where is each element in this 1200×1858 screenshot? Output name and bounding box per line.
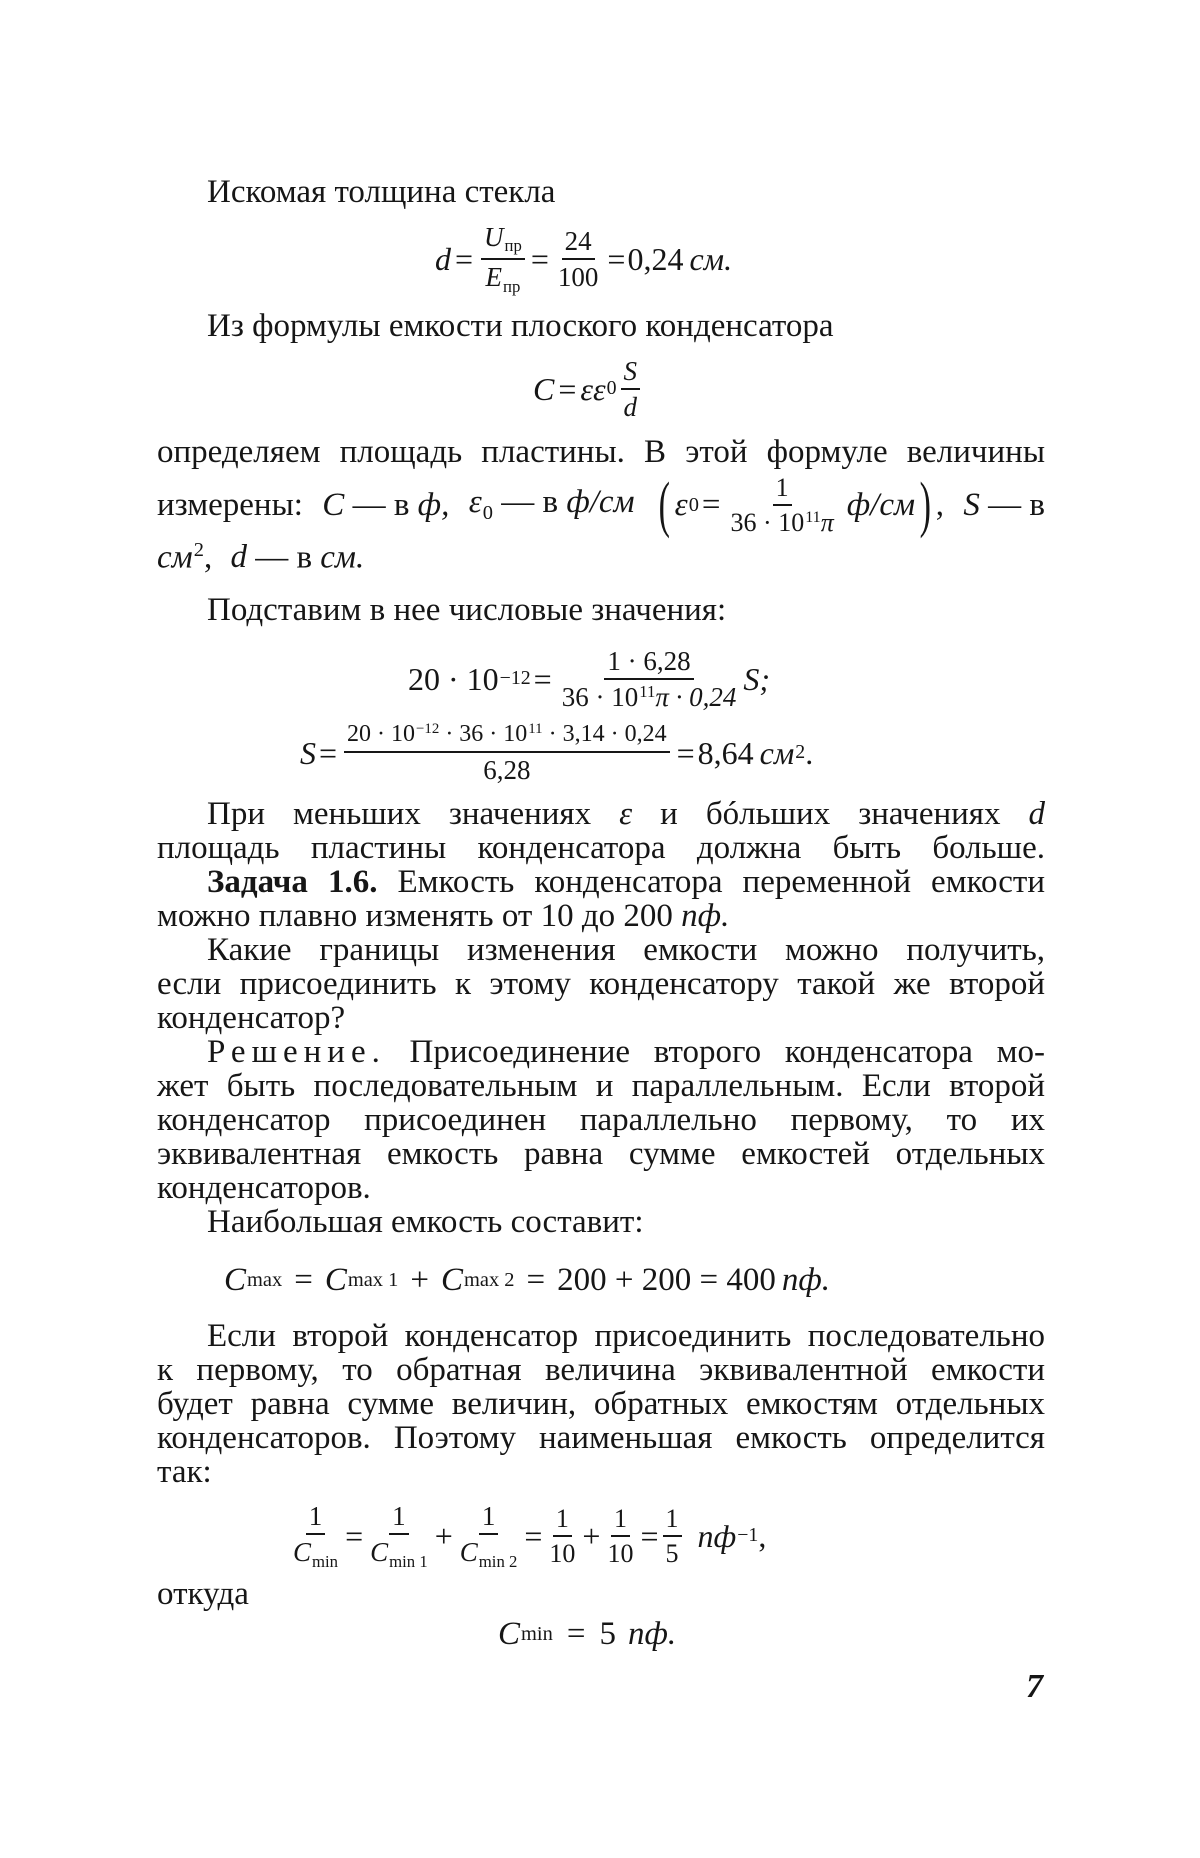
eq6-d2-sub: min 1 xyxy=(389,1551,428,1571)
units-text-line-1: определяем площадь пластины. В этой формуле величины xyxy=(157,434,1045,470)
eq6-d4: 10 xyxy=(549,1539,576,1568)
units-d-in: — в xyxy=(255,539,313,576)
eq5-unit: пф. xyxy=(781,1261,831,1298)
eq4-num-a: 20 · 10 xyxy=(347,721,416,748)
eq6-equals: = xyxy=(345,1518,364,1554)
eq3-num: 1 · 6,28 xyxy=(604,647,693,680)
eq3-equals: = xyxy=(533,661,552,697)
series-line-3: будет равна сумме величин, обратных емкостям отдельных xyxy=(157,1386,1045,1422)
solution-line-5: конденсаторов. xyxy=(157,1170,371,1206)
eq6-equals-2: = xyxy=(524,1518,543,1554)
eq5-c1: C xyxy=(224,1261,247,1298)
units-d: d xyxy=(230,539,247,576)
equation-min-capacitance-reciprocal xyxy=(286,1500,766,1572)
units-text-line-3 xyxy=(157,532,364,575)
eq4-unit-sup: 2 xyxy=(795,741,806,764)
eq6-unit: пф xyxy=(697,1518,737,1554)
units-f-per-cm: ф/см xyxy=(566,484,635,521)
equation-max-capacitance xyxy=(224,1258,830,1302)
units-eps: ε xyxy=(468,484,482,521)
eq4-s: S xyxy=(300,735,316,771)
intro-text-capacitance-formula: Из формулы емкости плоского конденсатора xyxy=(207,308,834,344)
eq1-fraction-u-e xyxy=(481,223,525,296)
units-comma: , xyxy=(935,486,944,523)
units-d-cm: см. xyxy=(320,539,365,576)
eq6-d2: C xyxy=(370,1536,389,1567)
eq2-fraction xyxy=(621,357,641,422)
eq2-s: S xyxy=(621,357,641,390)
solution-text-1: Присоединение второго конденсатора мо- xyxy=(409,1034,1045,1070)
eq5-c2: C xyxy=(324,1261,347,1298)
units-eps0-den-pi: π xyxy=(820,508,834,537)
eq1-fraction-numbers xyxy=(555,227,602,292)
units-eps0-den-sup: 11 xyxy=(805,509,821,527)
eq6-end: , xyxy=(758,1518,767,1554)
question-line-3: конденсатор? xyxy=(157,1000,346,1036)
eq6-d5: 10 xyxy=(607,1539,634,1568)
eq1-e: E xyxy=(485,262,503,292)
eq5-rest: 200 + 200 = 400 xyxy=(557,1261,776,1298)
eq2-equals: = xyxy=(558,371,577,407)
units-comma-2: , xyxy=(203,539,213,576)
units-eps0: ε xyxy=(674,486,688,523)
eq6-d1: C xyxy=(293,1536,312,1567)
eq5-equals: = xyxy=(294,1261,313,1298)
eq3-fraction xyxy=(559,647,740,712)
eq6-frac-2 xyxy=(367,1502,431,1571)
task-label: Задача 1.6. xyxy=(207,864,378,900)
equation-area-result xyxy=(300,720,813,786)
eq4-result: 8,64 xyxy=(697,735,754,771)
task-text-2: можно плавно изменять от 10 до 200 xyxy=(157,898,673,934)
eq6-d1-sub: min xyxy=(312,1551,339,1571)
series-line-4: конденсаторов. Поэтому наименьшая емкость определится xyxy=(157,1420,1045,1456)
eq4-equals-2: = xyxy=(676,735,695,771)
eq1-result: 0,24 xyxy=(627,241,684,277)
eq5-c3-sub: max 2 xyxy=(464,1268,515,1291)
eq3-lhs: 20 · 10 xyxy=(408,661,499,697)
note-d: d xyxy=(1028,796,1045,832)
eq6-frac-1 xyxy=(290,1502,341,1571)
eq4-unit: см xyxy=(759,735,795,771)
eq1-num-24: 24 xyxy=(562,227,595,260)
eq1-equals-3: = xyxy=(607,241,626,277)
eq7-c-sub: min xyxy=(521,1622,553,1645)
eq6-frac-4 xyxy=(546,1505,578,1568)
eq4-fraction xyxy=(344,722,670,784)
eq6-d3: C xyxy=(459,1536,478,1567)
eq5-plus: + xyxy=(410,1261,429,1298)
eq2-eps-sub: 0 xyxy=(606,377,617,400)
solution-line-3: конденсатор присоединен параллельно первому, то их xyxy=(157,1102,1045,1138)
units-cm-sup: 2 xyxy=(193,539,204,561)
eq6-plus: + xyxy=(434,1518,453,1554)
max-capacitance-text: Наибольшая емкость составит: xyxy=(207,1204,644,1240)
units-cm: см xyxy=(157,539,193,576)
equation-thickness xyxy=(435,221,733,296)
eq4-num-b: · 36 · 10 xyxy=(439,721,528,748)
eq1-lhs: d xyxy=(435,241,451,277)
page-number: 7 xyxy=(1026,1668,1043,1705)
eq1-equals-2: = xyxy=(530,241,549,277)
eq5-c1-sub: max xyxy=(247,1268,283,1291)
eq6-n1: 1 xyxy=(306,1502,326,1535)
eq6-equals-3: = xyxy=(640,1518,659,1554)
eq2-d: d xyxy=(623,392,638,422)
eq6-n2: 1 xyxy=(389,1502,409,1535)
note-text-a: При меньших значениях xyxy=(207,796,592,832)
task-line-1 xyxy=(207,864,1045,900)
series-line-1: Если второй конденсатор присоединить последовательно xyxy=(207,1318,1045,1354)
units-measured-label: измерены: xyxy=(157,486,303,523)
series-line-5: так: xyxy=(157,1454,212,1490)
note-text-c: и бóльших значениях xyxy=(660,796,1001,832)
equation-substitution xyxy=(408,646,770,712)
eq4-den: 6,28 xyxy=(483,754,531,785)
units-eps-in: — в xyxy=(501,484,559,521)
note-eps: ε xyxy=(619,796,633,832)
eq6-frac-6 xyxy=(663,1505,682,1568)
note-line-2: площадь пластины конденсатора должна быть больше. xyxy=(157,830,1045,866)
units-f: ф, xyxy=(417,486,450,523)
eq3-den-sup: 11 xyxy=(639,681,656,701)
eq4-end: . xyxy=(805,735,814,771)
units-text-line-2 xyxy=(157,472,1045,538)
eq3-den-a: 36 · 10 xyxy=(561,682,639,713)
eq6-frac-5 xyxy=(604,1505,636,1568)
question-line-1: Какие границы изменения емкости можно получить, xyxy=(207,932,1045,968)
eq4-num-c: · 3,14 · 0,24 xyxy=(542,721,667,748)
eq5-c3: C xyxy=(440,1261,463,1298)
whence-text: откуда xyxy=(157,1576,249,1612)
solution-line-1 xyxy=(207,1034,1045,1070)
units-c: C xyxy=(322,486,345,523)
eq2-eps: εε xyxy=(580,371,606,407)
eq6-n6: 1 xyxy=(663,1505,682,1537)
eq6-n4: 1 xyxy=(553,1505,572,1537)
question-line-2: если присоединить к этому конденсатору такой же второй xyxy=(157,966,1045,1002)
equation-capacitance xyxy=(533,356,644,422)
intro-text-glass-thickness: Искомая толщина стекла xyxy=(207,174,556,210)
eq4-equals: = xyxy=(319,735,338,771)
eq1-den-100: 100 xyxy=(557,262,599,292)
eq1-u-sub: пр xyxy=(504,236,522,256)
task-unit: пф. xyxy=(681,898,730,934)
eq1-unit: см. xyxy=(689,241,733,277)
units-s: S xyxy=(963,486,980,523)
eq7-c: C xyxy=(498,1615,521,1652)
eq3-lhs-sup: −12 xyxy=(499,667,531,690)
solution-line-4: эквивалентная емкость равна сумме емкостей отдельных xyxy=(157,1136,1045,1172)
units-eps0-den-a: 36 · 10 xyxy=(730,508,805,537)
units-eps0-fraction xyxy=(728,474,837,537)
eq6-frac-3 xyxy=(457,1502,521,1571)
eq1-equals: = xyxy=(455,241,474,277)
solution-line-2: жет быть последовательным и параллельным. Если второй xyxy=(157,1068,1045,1104)
eq7-value: 5 xyxy=(599,1615,616,1652)
substitute-values-text: Подставим в нее числовые значения: xyxy=(207,592,727,628)
eq5-c2-sub: max 1 xyxy=(347,1268,399,1291)
units-eps0-definition: ( ε 0 = $\frac{1}{36 \cdot 10^{11}\pi}$ ф/см ) , xyxy=(658,471,944,539)
task-line-2 xyxy=(157,898,729,934)
units-eps0-num: 1 xyxy=(773,474,792,506)
eq4-num-sup1: −12 xyxy=(416,721,440,738)
eq3-den-b: π · 0,24 xyxy=(655,682,737,713)
eq7-unit: пф. xyxy=(627,1615,677,1652)
eq4-num-sup2: 11 xyxy=(528,721,543,738)
units-c-in: — в xyxy=(352,486,410,523)
task-text-1: Емкость конденсатора переменной емкости xyxy=(397,864,1045,900)
eq2-c: C xyxy=(533,371,555,407)
eq3-s: S; xyxy=(743,661,771,697)
eq7-equals: = xyxy=(566,1615,586,1652)
eq6-unit-sup: −1 xyxy=(737,1524,759,1547)
eq6-d6: 5 xyxy=(665,1539,679,1568)
eq6-plus-2: + xyxy=(582,1518,601,1554)
units-eps0-sub: 0 xyxy=(688,493,699,516)
series-line-2: к первому, то обратная величина эквивалентной емкости xyxy=(157,1352,1045,1388)
eq6-d3-sub: min 2 xyxy=(478,1551,518,1571)
eq1-u: U xyxy=(484,221,504,252)
solution-label: Решение. xyxy=(207,1034,386,1070)
units-eps0-unit: ф/см xyxy=(846,486,916,523)
eq1-e-sub: пр xyxy=(503,276,521,296)
note-line-1 xyxy=(207,796,1045,832)
units-eps0-equals: = xyxy=(701,486,721,523)
equation-min-capacitance xyxy=(498,1612,676,1656)
units-s-in: — в xyxy=(988,486,1045,523)
eq5-equals-2: = xyxy=(526,1261,546,1298)
eq6-n5: 1 xyxy=(611,1505,630,1537)
eq6-n3: 1 xyxy=(479,1502,499,1535)
units-eps-sub: 0 xyxy=(482,502,493,525)
